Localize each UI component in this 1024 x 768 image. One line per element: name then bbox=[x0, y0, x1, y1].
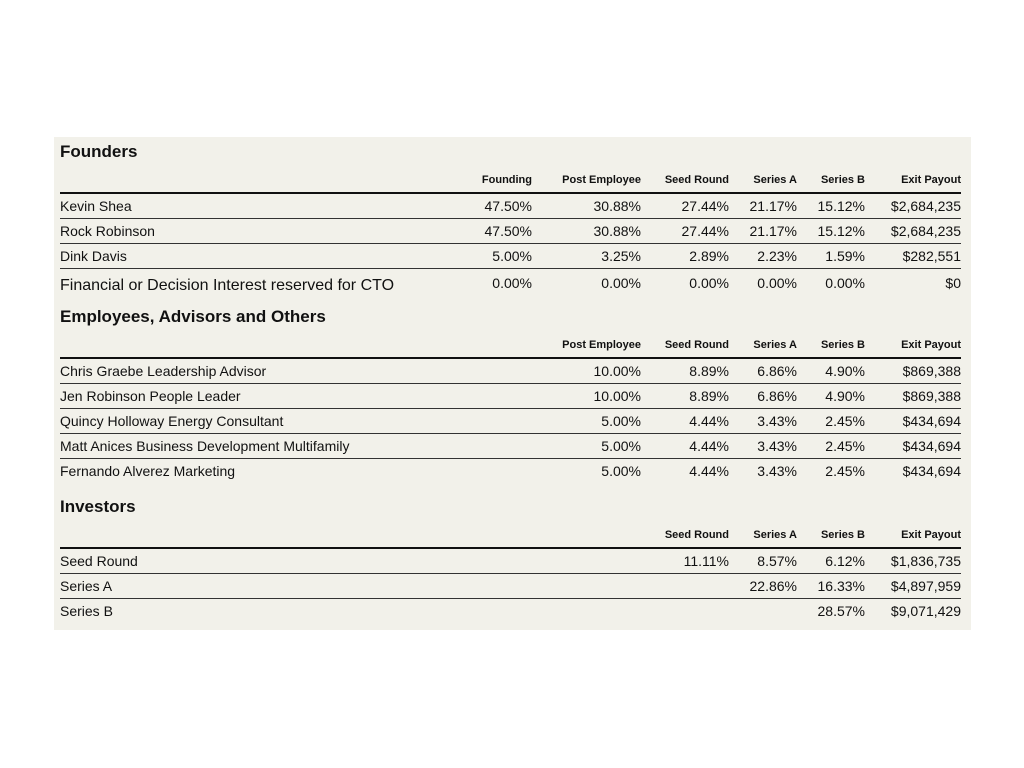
column-header: Seed Round bbox=[664, 529, 729, 541]
table-cell: 16.33% bbox=[817, 578, 865, 594]
table-cell: 5.00% bbox=[601, 413, 641, 429]
column-header: Exit Payout bbox=[901, 339, 961, 351]
table-cell: 5.00% bbox=[492, 248, 532, 264]
table-cell: $2,684,235 bbox=[890, 198, 961, 214]
table-cell: 3.43% bbox=[757, 463, 797, 479]
row-label: Quincy Holloway Energy Consultant bbox=[60, 413, 284, 429]
table-cell: $4,897,959 bbox=[890, 578, 961, 594]
table-cell: 6.12% bbox=[825, 553, 865, 569]
table-cell: 28.57% bbox=[817, 603, 865, 619]
row-divider bbox=[60, 408, 961, 409]
table-cell: 27.44% bbox=[681, 198, 729, 214]
table-cell: 4.90% bbox=[825, 363, 865, 379]
row-divider bbox=[60, 458, 961, 459]
table-cell: $869,388 bbox=[902, 363, 961, 379]
row-label: Jen Robinson People Leader bbox=[60, 388, 241, 404]
table-cell: $434,694 bbox=[902, 413, 961, 429]
column-header: Exit Payout bbox=[901, 174, 961, 186]
table-cell: $0 bbox=[945, 275, 961, 291]
column-header: Series B bbox=[820, 339, 865, 351]
table-cell: 0.00% bbox=[689, 275, 729, 291]
row-label: Fernando Alverez Marketing bbox=[60, 463, 236, 479]
table-cell: 4.44% bbox=[689, 413, 729, 429]
column-header: Series A bbox=[753, 529, 797, 541]
table-cell: 4.44% bbox=[689, 438, 729, 454]
row-label: Series A bbox=[60, 578, 113, 594]
table-cell: 10.00% bbox=[593, 388, 641, 404]
column-header: Seed Round bbox=[664, 339, 729, 351]
row-divider bbox=[60, 243, 961, 244]
row-label: Rock Robinson bbox=[60, 223, 155, 239]
column-header: Series A bbox=[753, 174, 797, 186]
row-label: Dink Davis bbox=[60, 248, 127, 264]
table-cell: 27.44% bbox=[681, 223, 729, 239]
table-cell: 15.12% bbox=[817, 198, 865, 214]
table-cell: 0.00% bbox=[492, 275, 532, 291]
row-label: Matt Anices Business Development Multifamily bbox=[60, 438, 350, 454]
table-cell: 2.89% bbox=[689, 248, 729, 264]
row-divider bbox=[60, 573, 961, 574]
table-cell: 4.44% bbox=[689, 463, 729, 479]
table-cell: 47.50% bbox=[484, 198, 532, 214]
column-header: Post Employee bbox=[562, 174, 641, 186]
header-rule bbox=[60, 357, 961, 359]
table-cell: 10.00% bbox=[593, 363, 641, 379]
row-label: Financial or Decision Interest reserved for CTO bbox=[60, 277, 395, 294]
column-header: Series A bbox=[753, 339, 797, 351]
table-cell: 30.88% bbox=[593, 223, 641, 239]
table-cell: 8.57% bbox=[757, 553, 797, 569]
table-cell: 3.25% bbox=[601, 248, 641, 264]
table-cell: 8.89% bbox=[689, 388, 729, 404]
table-cell: 0.00% bbox=[825, 275, 865, 291]
table-cell: 1.59% bbox=[825, 248, 865, 264]
header-rule bbox=[60, 547, 961, 549]
section-title: Founders bbox=[60, 142, 138, 161]
row-divider bbox=[60, 383, 961, 384]
row-divider bbox=[60, 268, 961, 269]
column-header: Post Employee bbox=[562, 339, 641, 351]
section-title: Employees, Advisors and Others bbox=[60, 307, 326, 326]
table-cell: $2,684,235 bbox=[890, 223, 961, 239]
section-title: Investors bbox=[60, 497, 136, 516]
table-cell: $434,694 bbox=[902, 463, 961, 479]
table-cell: 21.17% bbox=[749, 223, 797, 239]
table-cell: 2.45% bbox=[825, 413, 865, 429]
column-header: Series B bbox=[820, 529, 865, 541]
table-cell: 47.50% bbox=[484, 223, 532, 239]
table-cell: 21.17% bbox=[749, 198, 797, 214]
row-divider bbox=[60, 218, 961, 219]
column-header: Seed Round bbox=[664, 174, 729, 186]
table-cell: 22.86% bbox=[749, 578, 797, 594]
column-header: Series B bbox=[820, 174, 865, 186]
table-cell: $1,836,735 bbox=[890, 553, 961, 569]
table-cell: 0.00% bbox=[601, 275, 641, 291]
column-header: Founding bbox=[481, 174, 532, 186]
row-label: Kevin Shea bbox=[60, 198, 132, 214]
table-cell: 5.00% bbox=[601, 463, 641, 479]
table-cell: 30.88% bbox=[593, 198, 641, 214]
table-cell: 2.45% bbox=[825, 463, 865, 479]
table-cell: $869,388 bbox=[902, 388, 961, 404]
row-label: Seed Round bbox=[60, 553, 138, 569]
column-header: Exit Payout bbox=[901, 529, 961, 541]
table-cell: $434,694 bbox=[902, 438, 961, 454]
row-divider bbox=[60, 598, 961, 599]
table-cell: $9,071,429 bbox=[890, 603, 961, 619]
row-label: Chris Graebe Leadership Advisor bbox=[60, 363, 267, 379]
table-cell: 8.89% bbox=[689, 363, 729, 379]
table-cell: 0.00% bbox=[757, 275, 797, 291]
table-cell: $282,551 bbox=[902, 248, 961, 264]
header-rule bbox=[60, 192, 961, 194]
table-cell: 11.11% bbox=[683, 553, 729, 569]
table-cell: 4.90% bbox=[825, 388, 865, 404]
table-cell: 2.23% bbox=[757, 248, 797, 264]
table-cell: 6.86% bbox=[757, 363, 797, 379]
table-cell: 15.12% bbox=[817, 223, 865, 239]
table-cell: 5.00% bbox=[601, 438, 641, 454]
table-cell: 6.86% bbox=[757, 388, 797, 404]
table-cell: 3.43% bbox=[757, 438, 797, 454]
table-cell: 3.43% bbox=[757, 413, 797, 429]
row-label: Series B bbox=[60, 603, 113, 619]
table-cell: 2.45% bbox=[825, 438, 865, 454]
row-divider bbox=[60, 433, 961, 434]
